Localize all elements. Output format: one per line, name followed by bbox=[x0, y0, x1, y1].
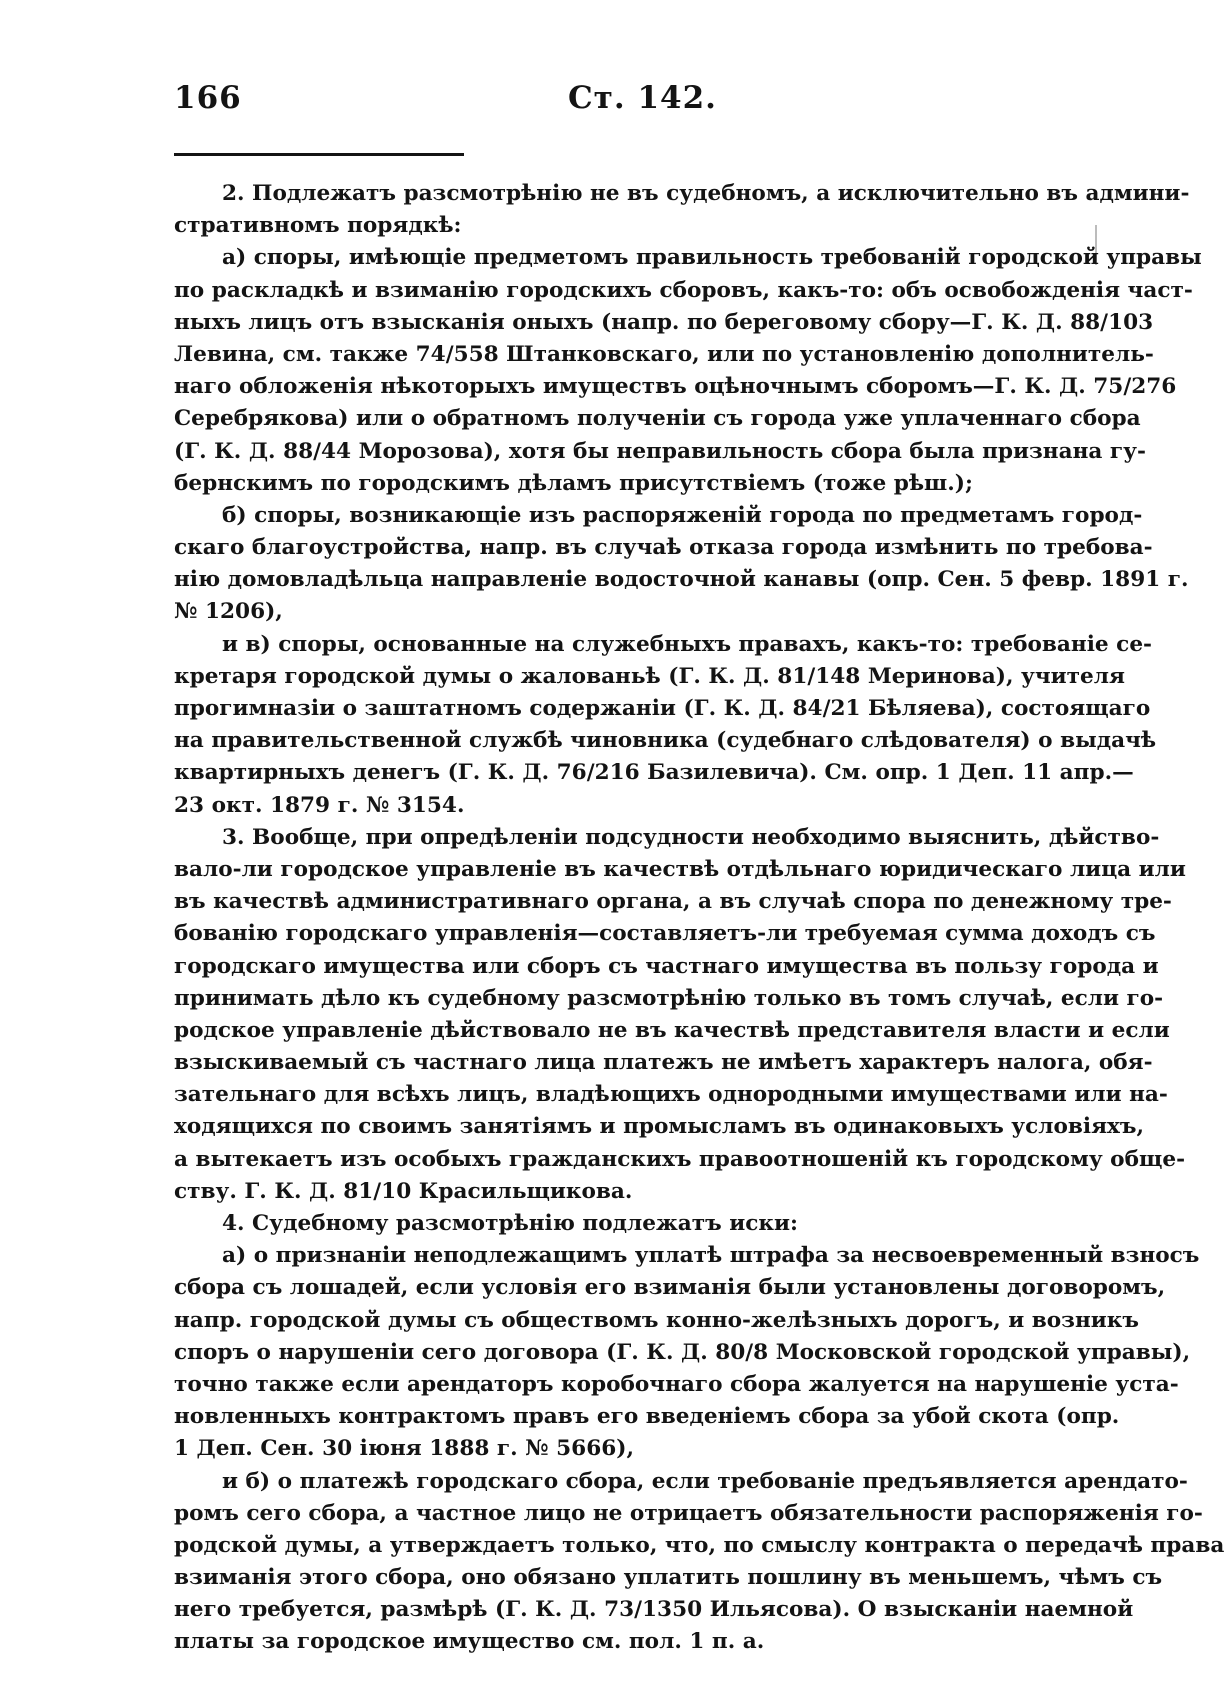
text-line: новленныхъ контрактомъ правъ его введеніемъ сбора за убой скота (опр. bbox=[174, 1404, 1120, 1430]
text-line: 2. Подлежатъ разсмотрѣнію не въ судебномъ, а исключительно въ админи- bbox=[222, 181, 1190, 206]
text-line: въ качествѣ административнаго органа, а въ случаѣ спора по денежному тре- bbox=[174, 889, 1172, 915]
text-line: квартирныхъ денегъ (Г. К. Д. 76/216 Базилевича). См. опр. 1 Деп. 11 апр.— bbox=[174, 760, 1134, 786]
page-header bbox=[174, 80, 934, 130]
text-line: городскаго имущества или сборъ съ частнаго имущества въ пользу города и bbox=[174, 953, 1159, 979]
text-line: ству. Г. К. Д. 81/10 Красильщикова. bbox=[174, 1178, 633, 1204]
text-line: 23 окт. 1879 г. № 3154. bbox=[174, 792, 465, 818]
text-line: и в) споры, основанные на служебныхъ правахъ, какъ-то: требованіе се- bbox=[222, 631, 1153, 657]
text-line: ныхъ лицъ отъ взысканія оныхъ (напр. по береговому сбору—Г. К. Д. 88/103 bbox=[174, 309, 1154, 335]
text-line: (Г. К. Д. 88/44 Морозова), хотя бы неправильность сбора была признана гу- bbox=[174, 438, 1146, 464]
text-line: наго обложенія нѣкоторыхъ имуществъ оцѣночнымъ сборомъ—Г. К. Д. 75/276 bbox=[174, 374, 1177, 400]
text-line: зательнаго для всѣхъ лицъ, владѣющихъ однородными имуществами или на- bbox=[174, 1082, 1168, 1108]
text-line: нію домовладѣльца направленіе водосточной канавы (опр. Сен. 5 февр. 1891 г. bbox=[174, 567, 1189, 593]
text-line: родской думы, а утверждаетъ только, что, по смыслу контракта о передачѣ права bbox=[174, 1532, 1224, 1558]
text-line: точно также если арендаторъ коробочнаго сбора жалуется на нарушеніе уста- bbox=[174, 1371, 1179, 1397]
text-line: и б) о платежѣ городскаго сбора, если требованіе предъявляется арендато- bbox=[222, 1468, 1188, 1494]
running-head: Ст. 142. bbox=[568, 80, 717, 116]
text-line: споръ о нарушеніи сего договора (Г. К. Д. 80/8 Московской городской управы), bbox=[174, 1339, 1191, 1365]
text-line: взыскиваемый съ частнаго лица платежъ не имѣетъ характеръ налога, обя- bbox=[174, 1050, 1153, 1076]
text-line: стративномъ порядкѣ: bbox=[174, 213, 462, 239]
text-line: него требуется, размѣрѣ (Г. К. Д. 73/1350 Ильясова). О взысканіи наемной bbox=[174, 1597, 1134, 1623]
text-line: бованію городскаго управленія—составляетъ-ли требуемая сумма доходъ съ bbox=[174, 921, 1156, 947]
text-line: а вытекаетъ изъ особыхъ гражданскихъ правоотношеній къ городскому обще- bbox=[174, 1146, 1186, 1172]
text-line: принимать дѣло къ судебному разсмотрѣнію только въ томъ случаѣ, если го- bbox=[174, 985, 1164, 1011]
text-line: на правительственной службѣ чиновника (судебнаго слѣдователя) о выдачѣ bbox=[174, 728, 1157, 754]
text-line: 4. Судебному разсмотрѣнію подлежатъ иски: bbox=[222, 1211, 798, 1236]
text-line: платы за городское имущество см. пол. 1 п. а. bbox=[174, 1629, 765, 1655]
body-text bbox=[174, 178, 1224, 1659]
text-line: скаго благоустройства, напр. въ случаѣ отказа города измѣнить по требова- bbox=[174, 535, 1153, 561]
text-line: ходящихся по своимъ занятіямъ и промысламъ въ одинаковыхъ условіяхъ, bbox=[174, 1114, 1145, 1140]
text-line: взиманія этого сбора, оно обязано уплатить пошлину въ меньшемъ, чѣмъ съ bbox=[174, 1565, 1163, 1591]
text-line: б) споры, возникающіе изъ распоряженій города по предметамъ город- bbox=[222, 502, 1143, 528]
text-line: Серебрякова) или о обратномъ полученіи съ города уже уплаченнаго сбора bbox=[174, 406, 1141, 432]
text-line: Левина, см. также 74/558 Штанковскаго, или по установленію дополнитель- bbox=[174, 341, 1154, 367]
text-line: родское управленіе дѣйствовало не въ качествѣ представителя власти и если bbox=[174, 1017, 1170, 1043]
text-line: а) споры, имѣющіе предметомъ правильность требованій городской управы bbox=[222, 245, 1202, 271]
text-line: кретаря городской думы о жалованьѣ (Г. К. Д. 81/148 Меринова), учителя bbox=[174, 663, 1125, 689]
text-line: вало-ли городское управленіе въ качествѣ отдѣльнаго юридическаго лица или bbox=[174, 856, 1186, 882]
text-line: бернскимъ по городскимъ дѣламъ присутствіемъ (тоже рѣш.); bbox=[174, 470, 973, 496]
text-line: 3. Вообще, при опредѣленіи подсудности необходимо выяснить, дѣйство- bbox=[222, 824, 1160, 850]
text-line: а) о признаніи неподлежащимъ уплатѣ штрафа за несвоевременный взносъ bbox=[222, 1243, 1200, 1269]
text-line: сбора съ лошадей, если условія его взиманія были установлены договоромъ, bbox=[174, 1275, 1166, 1301]
text-line: 1 Деп. Сен. 30 іюня 1888 г. № 5666), bbox=[174, 1436, 634, 1462]
text-line: прогимназіи о заштатномъ содержаніи (Г. К. Д. 84/21 Бѣляева), состоящаго bbox=[174, 696, 1151, 721]
text-line: № 1206), bbox=[174, 599, 283, 625]
page-number: 166 bbox=[174, 80, 242, 116]
text-line: ромъ сего сбора, а частное лицо не отрицаетъ обязательности распоряженія го- bbox=[174, 1500, 1203, 1526]
text-line: по раскладкѣ и взиманію городскихъ сборовъ, какъ-то: объ освобожденія част- bbox=[174, 277, 1193, 303]
header-rule bbox=[174, 153, 464, 156]
text-line: напр. городской думы съ обществомъ конно-желѣзныхъ дорогъ, и возникъ bbox=[174, 1307, 1139, 1333]
